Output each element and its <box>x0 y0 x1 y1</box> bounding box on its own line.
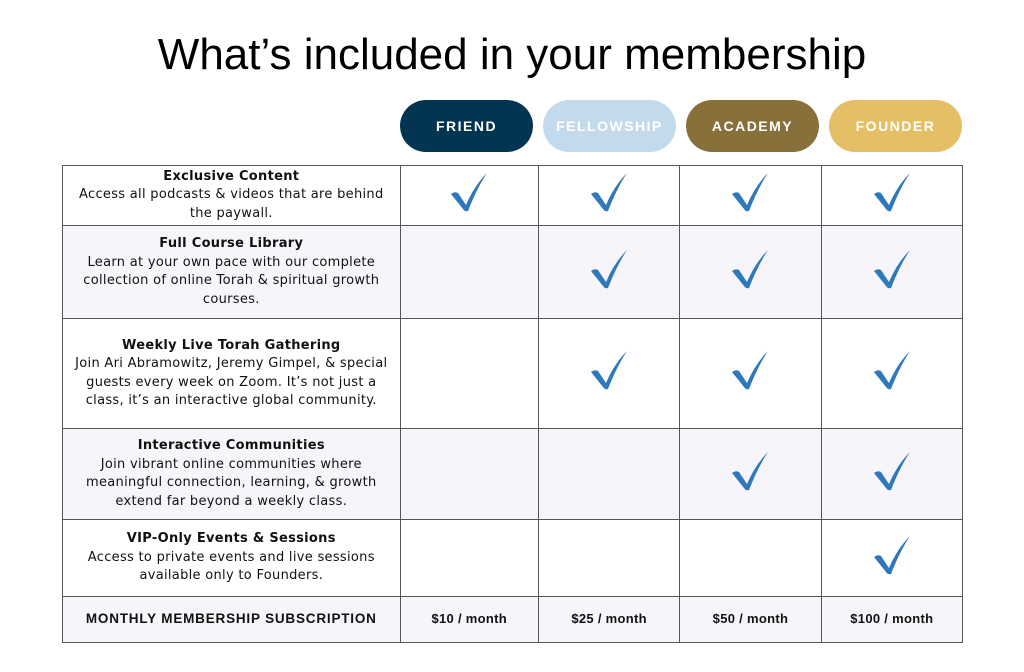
tier-cell <box>400 319 538 429</box>
feature-row <box>63 520 963 597</box>
feature-row <box>63 226 963 319</box>
checkmark-icon <box>872 451 912 491</box>
checkmark-icon <box>872 249 912 289</box>
feature-description: Join Ari Abramowitz, Jeremy Gimpel, & special guests every week on Zoom. It’s not just a class, it’s an interactive global community. <box>75 356 388 408</box>
tier-cell <box>400 226 538 319</box>
tier-cell <box>538 429 679 520</box>
feature-name: Weekly Live Torah Gathering <box>122 337 341 353</box>
tier-cell <box>680 319 821 429</box>
feature-row <box>63 429 963 520</box>
tier-cell <box>821 319 962 429</box>
tier-cell <box>538 319 679 429</box>
tier-cell <box>400 520 538 597</box>
checkmark-icon <box>589 172 629 212</box>
subscription-row <box>63 597 963 643</box>
tier-cell <box>400 166 538 226</box>
feature-name: Exclusive Content <box>163 168 300 184</box>
tier-cell <box>680 429 821 520</box>
feature-name: Full Course Library <box>159 236 304 251</box>
checkmark-icon <box>730 350 770 390</box>
checkmark-icon <box>872 172 912 212</box>
tier-academy-button[interactable]: ACADEMY <box>686 100 819 152</box>
checkmark-icon <box>730 172 770 212</box>
tier-cell <box>538 226 679 319</box>
feature-description: Join vibrant online communities where meaningful connection, learning, & growth extend far beyond a weekly class. <box>86 456 377 509</box>
tier-cell <box>680 226 821 319</box>
checkmark-icon <box>872 535 912 575</box>
checkmark-icon <box>589 350 629 390</box>
price-cell: $10 / month <box>400 597 538 643</box>
feature-row <box>63 166 963 226</box>
feature-row <box>63 319 963 429</box>
feature-description: Access to private events and live sessions available only to Founders. <box>87 549 375 584</box>
checkmark-icon <box>449 172 489 212</box>
tier-cell <box>400 429 538 520</box>
tier-cell <box>821 166 962 226</box>
feature-name: VIP-Only Events & Sessions <box>126 531 336 547</box>
tier-cell <box>680 166 821 226</box>
tier-cell <box>821 226 962 319</box>
tier-friend-button[interactable]: FRIEND <box>400 100 533 152</box>
price-cell: $100 / month <box>821 597 962 643</box>
feature-cell <box>63 226 401 319</box>
tier-cell <box>680 520 821 597</box>
price-cell: $50 / month <box>680 597 821 643</box>
checkmark-icon <box>730 451 770 491</box>
feature-name: Interactive Communities <box>137 438 325 453</box>
subscription-label: MONTHLY MEMBERSHIP SUBSCRIPTION <box>63 597 401 643</box>
tier-cell <box>538 520 679 597</box>
tier-fellowship-button[interactable]: FELLOWSHIP <box>543 100 676 152</box>
feature-cell <box>63 166 401 226</box>
tier-cell <box>821 429 962 520</box>
feature-cell <box>63 429 401 520</box>
feature-cell <box>63 319 401 429</box>
checkmark-icon <box>872 350 912 390</box>
tier-cell <box>538 166 679 226</box>
tier-founder-button[interactable]: FOUNDER <box>829 100 962 152</box>
feature-description: Access all podcasts & videos that are behind the paywall. <box>79 187 384 221</box>
membership-comparison-table <box>62 165 963 643</box>
checkmark-icon <box>730 249 770 289</box>
feature-cell <box>63 520 401 597</box>
checkmark-icon <box>589 249 629 289</box>
price-cell: $25 / month <box>538 597 679 643</box>
tier-cell <box>821 520 962 597</box>
page-title: What’s included in your membership <box>157 30 867 79</box>
feature-description: Learn at your own pace with our complete collection of online Torah & spiritual growth courses. <box>83 254 380 307</box>
